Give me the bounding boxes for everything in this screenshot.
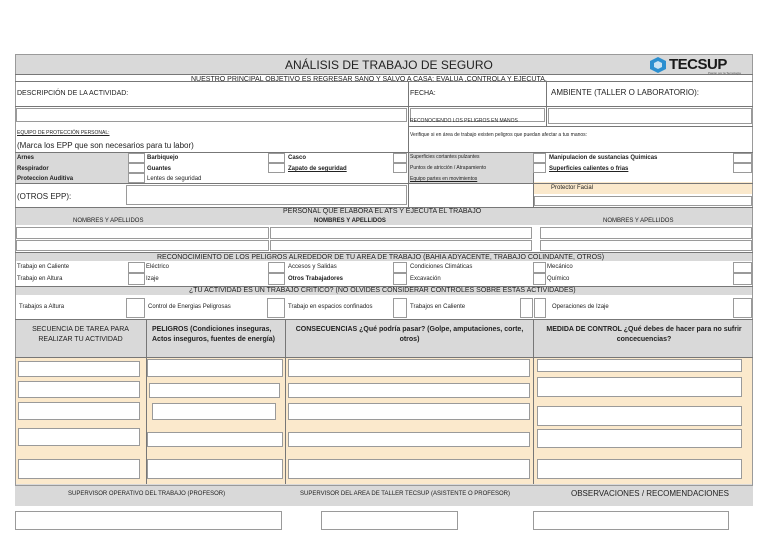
epp-checkbox[interactable] bbox=[268, 163, 285, 173]
alrededor-checkbox[interactable] bbox=[733, 262, 752, 273]
epp-item-barbiquejo: Barbiquejo bbox=[147, 155, 179, 161]
descripcion-label: DESCRIPCIÓN DE LA ACTIVIDAD: bbox=[17, 90, 129, 97]
supervisor-taller-signature[interactable] bbox=[321, 511, 458, 530]
epp-checkbox[interactable] bbox=[268, 153, 285, 163]
alrededor-item: Otros Trabajadores bbox=[288, 276, 344, 282]
supervisor-operativo-signature[interactable] bbox=[15, 511, 282, 530]
alrededor-item: Químico bbox=[547, 276, 570, 282]
secuencia-input[interactable] bbox=[18, 381, 140, 398]
consecuencias-input[interactable] bbox=[288, 383, 530, 398]
rule bbox=[15, 183, 753, 184]
descripcion-input[interactable] bbox=[16, 108, 407, 122]
personal-name-input[interactable] bbox=[16, 240, 269, 251]
logo-tagline: Pasión por la Tecnología bbox=[708, 71, 741, 75]
personal-name-input[interactable] bbox=[270, 240, 532, 251]
manos-item: Superficies calientes o frias bbox=[549, 166, 629, 172]
peligros-input[interactable] bbox=[152, 403, 276, 420]
alrededor-checkbox[interactable] bbox=[533, 262, 546, 273]
rule bbox=[546, 81, 547, 126]
critico-checkbox[interactable] bbox=[126, 298, 145, 318]
critico-item: Trabajo en espacios confinados bbox=[288, 304, 373, 310]
otros-epp-label: (OTROS EPP): bbox=[17, 192, 72, 201]
medidas-input[interactable] bbox=[537, 429, 742, 448]
manos-header: RECONOCIENDO LOS PELIGROS EN MANOS bbox=[410, 118, 518, 124]
alrededor-checkbox[interactable] bbox=[128, 273, 145, 285]
critico-checkbox[interactable] bbox=[733, 298, 752, 318]
alrededor-item: Trabajo en Altura bbox=[17, 276, 63, 282]
page-title: ANÁLISIS DE TRABAJO DE SEGURO bbox=[285, 58, 493, 72]
alrededor-item: Mecánico bbox=[547, 264, 573, 270]
personal-header: PERSONAL QUE ELABORA EL ATS Y EJECUTA EL TRABAJO bbox=[283, 208, 482, 215]
rule bbox=[408, 126, 753, 127]
secuencia-input[interactable] bbox=[18, 361, 140, 377]
tabla-col-secuencia: SECUENCIA DE TAREA PARA REALIZAR TU ACTIVIDAD bbox=[32, 326, 129, 343]
logo-badge-icon bbox=[648, 56, 668, 74]
rule bbox=[408, 81, 409, 207]
supervisor-operativo-label: SUPERVISOR OPERATIVO DEL TRABAJO (PROFESOR) bbox=[68, 491, 226, 497]
epp-item-zapato: Zapato de seguridad bbox=[288, 166, 347, 172]
secuencia-input[interactable] bbox=[18, 428, 140, 446]
logo-text: TECSUP bbox=[669, 56, 727, 73]
epp-item-casco: Casco bbox=[288, 155, 307, 161]
medidas-input[interactable] bbox=[537, 406, 742, 426]
ambiente-label: AMBIENTE (TALLER O LABORATORIO): bbox=[551, 88, 700, 97]
alrededor-checkbox[interactable] bbox=[128, 262, 145, 273]
manos-item: Manipulacion de sustancias Quimicas bbox=[549, 155, 658, 161]
consecuencias-input[interactable] bbox=[288, 459, 530, 479]
personal-col-label: NOMBRES Y APELLIDOS bbox=[603, 218, 674, 224]
supervisor-taller-label: SUPERVISOR DEL AREA DE TALLER TECSUP (ASISTENTE O PROFESOR) bbox=[300, 491, 510, 497]
peligros-input[interactable] bbox=[147, 432, 283, 447]
rule bbox=[15, 319, 753, 320]
critico-item: Control de Energias Peligrosas bbox=[148, 304, 231, 310]
epp-item-lentes: Lentes de seguridad bbox=[147, 176, 202, 182]
medidas-input[interactable] bbox=[537, 459, 742, 479]
critico-checkbox[interactable] bbox=[520, 298, 533, 318]
peligros-input[interactable] bbox=[149, 383, 280, 398]
rule bbox=[15, 357, 753, 358]
epp-item-arnes: Arnes bbox=[17, 155, 35, 161]
epp-item-proteccion-auditiva: Proteccion Auditiva bbox=[17, 176, 74, 182]
manos-item: Superficies cortantes pulzantes bbox=[410, 154, 480, 160]
alrededor-item: Condiciones Climáticas bbox=[410, 264, 473, 270]
otros-epp-input[interactable] bbox=[126, 185, 407, 205]
epp-checkbox[interactable] bbox=[393, 163, 407, 173]
alrededor-item: Eléctrico bbox=[146, 264, 170, 270]
medidas-input[interactable] bbox=[537, 359, 742, 372]
critico-item: Operaciones de Izaje bbox=[552, 304, 609, 310]
epp-checkbox[interactable] bbox=[128, 153, 145, 163]
consecuencias-input[interactable] bbox=[288, 359, 530, 377]
medidas-input[interactable] bbox=[537, 377, 742, 397]
manos-checkbox[interactable] bbox=[533, 163, 546, 173]
peligros-input[interactable] bbox=[147, 459, 283, 479]
epp-checkbox[interactable] bbox=[393, 153, 407, 163]
personal-name-input[interactable] bbox=[270, 227, 532, 239]
manos-extra-input[interactable] bbox=[534, 196, 752, 206]
alrededor-checkbox[interactable] bbox=[268, 273, 285, 285]
epp-checkbox[interactable] bbox=[128, 173, 145, 183]
alrededor-checkbox[interactable] bbox=[393, 273, 407, 285]
manos-instruction: Verifique si en área de trabajo existen peligros que puedan afectar a tus manos: bbox=[410, 132, 588, 138]
tecsup-logo bbox=[648, 56, 756, 74]
rule bbox=[15, 106, 753, 107]
alrededor-checkbox[interactable] bbox=[393, 262, 407, 273]
personal-name-input[interactable] bbox=[540, 227, 752, 239]
manos-item: Puntos de atricción / Atrapamiento bbox=[410, 165, 487, 171]
personal-name-input[interactable] bbox=[16, 227, 269, 239]
alrededor-header: RECONOCIMIENTO DE LOS PELIGROS ALREDEDOR DE TU AREA DE TRABAJO (BAHIA ADYACENTE, TRABAJO COLINDANTE, OTROS) bbox=[157, 254, 605, 261]
manos-item: Equipo partes en movimientos bbox=[410, 176, 478, 182]
alrededor-checkbox[interactable] bbox=[533, 273, 546, 285]
alrededor-checkbox[interactable] bbox=[733, 273, 752, 285]
epp-item-respirador: Respirador bbox=[17, 166, 49, 172]
epp-item-guantes: Guantes bbox=[147, 166, 172, 172]
peligros-input[interactable] bbox=[147, 359, 283, 377]
ambiente-input[interactable] bbox=[548, 108, 752, 124]
epp-header: EQUIPO DE PROTECCIÓN PERSONAL: bbox=[17, 130, 110, 136]
personal-col-label: NOMBRES Y APELLIDOS bbox=[314, 218, 386, 224]
observaciones-label: OBSERVACIONES / RECOMENDACIONES bbox=[571, 489, 729, 498]
critico-item: Trabajos en Caliente bbox=[410, 304, 466, 310]
epp-instruction: (Marca los EPP que son necesarios para tu labor) bbox=[17, 141, 194, 150]
manos-item: Protector Facial bbox=[551, 185, 594, 191]
alrededor-item: Trabajo en Caliente bbox=[17, 264, 70, 270]
manos-checkbox[interactable] bbox=[733, 163, 752, 173]
fecha-label: FECHA: bbox=[410, 90, 436, 97]
alrededor-item: Accesos y Salidas bbox=[288, 264, 337, 270]
alrededor-checkbox[interactable] bbox=[268, 262, 285, 273]
motto: NUESTRO PRINCIPAL OBJETIVO ES REGRESAR SANO Y SALVO A CASA: EVALUA ,CONTROLA Y EJECUTA. bbox=[191, 76, 547, 83]
tabla-col-peligros: PELIGROS (Condiciones inseguras, Actos inseguros, fuentes de energía) bbox=[152, 326, 275, 343]
critico-header: ¿TU ACTIVIDAD ES UN TRABAJO CRITICO? (NO OLVIDES CONSIDERAR CONTROLES SOBRE ESTAS ACTIVIDADES) bbox=[189, 287, 576, 294]
epp-checkbox[interactable] bbox=[128, 163, 145, 173]
tabla-col-medidas: MEDIDA DE CONTROL ¿Qué debes de hacer para no sufrir concecuencias? bbox=[546, 326, 742, 343]
tabla-col-consecuencias: CONSECUENCIAS ¿Qué podría pasar? (Golpe, amputaciones, corte, otros) bbox=[295, 326, 524, 343]
critico-checkbox[interactable] bbox=[393, 298, 407, 318]
critico-checkbox[interactable] bbox=[534, 298, 546, 318]
manos-checkbox[interactable] bbox=[533, 153, 546, 163]
manos-checkbox[interactable] bbox=[733, 153, 752, 163]
personal-col-label: NOMBRES Y APELLIDOS bbox=[73, 218, 144, 224]
personal-name-input[interactable] bbox=[540, 240, 752, 251]
consecuencias-input[interactable] bbox=[288, 432, 530, 447]
observaciones-input[interactable] bbox=[533, 511, 729, 530]
rule bbox=[15, 152, 753, 153]
secuencia-input[interactable] bbox=[18, 402, 140, 420]
critico-checkbox[interactable] bbox=[267, 298, 285, 318]
critico-item: Trabajos a Altura bbox=[19, 304, 65, 310]
rule bbox=[15, 252, 753, 253]
alrededor-item: Excavación bbox=[410, 276, 441, 282]
consecuencias-input[interactable] bbox=[288, 403, 530, 420]
rule bbox=[533, 319, 534, 484]
rule bbox=[285, 319, 286, 484]
alrededor-item: Izaje bbox=[146, 276, 159, 282]
secuencia-input[interactable] bbox=[18, 459, 140, 479]
